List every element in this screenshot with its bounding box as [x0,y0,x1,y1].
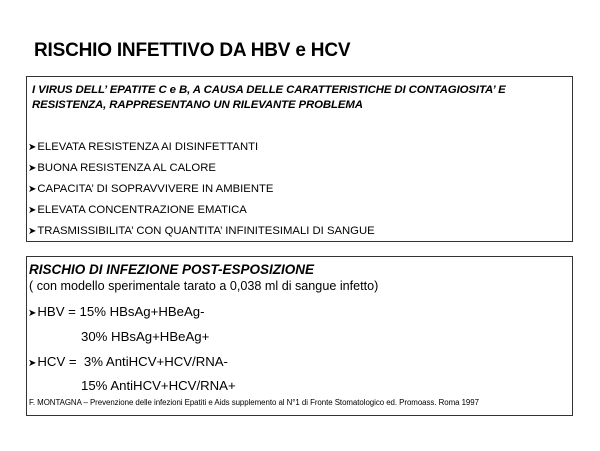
slide-title: RISCHIO INFETTIVO DA HBV e HCV [34,40,351,61]
arrowhead-bullet-icon: ➤ [28,358,37,369]
arrowhead-bullet-icon: ➤ [28,205,37,216]
arrowhead-bullet-icon: ➤ [28,226,37,237]
source-note: F. MONTAGNA – Prevenzione delle infezioni Epatiti e Aids supplemento al N°1 di Fronte Stomatologico ed. Promoass. Roma 1997 [29,398,479,407]
risk-subheading: ( con modello sperimentale tarato a 0,038 ml di sangue infetto) [29,279,379,293]
infection-risk-box [26,256,573,416]
list-item: ➤CAPACITA’ DI SOPRAVVIVERE IN AMBIENTE [28,183,274,195]
list-item: ➤BUONA RESISTENZA AL CALORE [28,162,216,174]
hbv-line-2: 30% HBsAg+HBeAg+ [81,329,210,344]
hbv-line: ➤HBV = 15% HBsAg+HBeAg- [28,304,205,319]
arrowhead-bullet-icon: ➤ [28,308,37,319]
hcv-line: ➤HCV = 3% AntiHCV+HCV/RNA- [28,354,228,369]
arrowhead-bullet-icon: ➤ [28,184,37,195]
risk-heading: RISCHIO DI INFEZIONE POST-ESPOSIZIONE [29,262,315,277]
list-item: ➤ELEVATA RESISTENZA AI DISINFETTANTI [28,141,259,153]
intro-text: I VIRUS DELL’ EPATITE C e B, A CAUSA DELLE CARATTERISTICHE DI CONTAGIOSITA’ E RESISTENZA, RAPPRESENTANO UN RILEVANTE PROBLEMA [32,84,506,111]
arrowhead-bullet-icon: ➤ [28,163,37,174]
list-item: ➤TRASMISSIBILITA’ CON QUANTITA’ INFINITESIMALI DI SANGUE [28,225,375,237]
list-item: ➤ELEVATA CONCENTRAZIONE EMATICA [28,204,247,216]
hcv-line-2: 15% AntiHCV+HCV/RNA+ [81,378,236,393]
virus-characteristics-box [26,76,573,242]
arrowhead-bullet-icon: ➤ [28,142,37,153]
